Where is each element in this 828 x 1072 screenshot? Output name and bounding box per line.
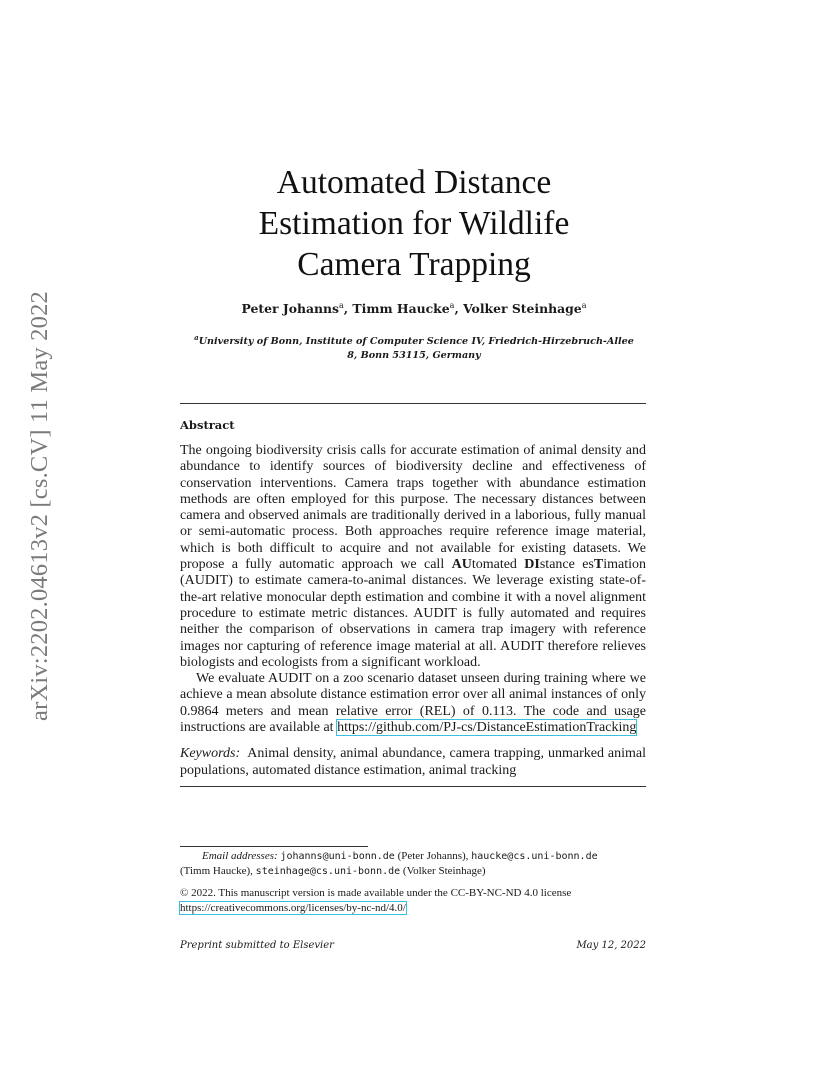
keywords-text: Animal density, animal abundance, camera trapping, unmarked animal populations, automated distance estimation, animal tracking — [180, 746, 646, 778]
acronym-letter: AU — [451, 557, 472, 573]
abstract-heading: Abstract — [180, 418, 235, 432]
preprint-date: May 12, 2022 — [576, 940, 646, 951]
email-owner: (Volker Steinhage) — [402, 865, 486, 877]
code-repository-link[interactable]: https://github.com/PJ-cs/DistanceEstimationTracking — [337, 720, 637, 736]
author-list — [180, 301, 648, 316]
author-separator: , — [454, 301, 464, 317]
title-line: Estimation for Wildlife — [258, 205, 570, 242]
arxiv-identifier — [16, 278, 64, 733]
title-line: Automated Distance — [276, 164, 552, 201]
affiliation-mark: a — [194, 333, 199, 342]
email-address[interactable]: johanns@uni-bonn.de — [280, 851, 395, 862]
acronym-rest: stance es — [539, 557, 594, 573]
author-affil-mark: a — [339, 301, 344, 310]
title-line: Camera Trapping — [297, 246, 531, 283]
paper-title — [180, 162, 648, 285]
license-text: © 2022. This manuscript version is made available under the CC-BY-NC-ND 4.0 license — [180, 887, 572, 899]
author-name: Volker Steinhage — [463, 301, 582, 317]
abstract-paragraph — [180, 443, 646, 671]
author-separator: , — [343, 301, 353, 317]
author-name: Peter Johanns — [241, 301, 339, 317]
abstract-text: (AUDIT) to estimate camera-to-animal distances. We leverage existing state-of-the-art relative monocular depth estimation and combine it with a novel alignment procedure to estimate metric distances. AUDIT is fully automated and requires neither the comparison of observations in camera trap imagery with reference images nor capturing of reference image material at all. AUDIT therefore relieves biologists and ecologists from a significant workload. — [180, 573, 646, 670]
author-affil-mark: a — [581, 301, 587, 310]
abstract-top-rule — [180, 403, 646, 404]
email-address[interactable]: haucke@cs.uni-bonn.de — [471, 851, 598, 862]
footnote-label: Email addresses: — [202, 850, 278, 862]
affiliation — [180, 331, 648, 363]
footnote-rule — [180, 846, 368, 847]
abstract-text: We evaluate AUDIT on a zoo scenario dataset unseen during training where we achieve a mean absolute distance estimation error over all animal instances of only 0.9864 meters and mean relative error (REL) of 0.113. The code and usage instructions are available at — [180, 671, 646, 736]
affiliation-line: University of Bonn, Institute of Computer Science IV, Friedrich-Hirzebruch-Allee — [198, 336, 634, 348]
author-affil-mark: a — [449, 301, 455, 310]
abstract-body — [180, 443, 646, 779]
email-owner: (Timm Haucke), — [180, 865, 253, 877]
keywords-label: Keywords: — [180, 746, 241, 762]
email-address[interactable]: steinhage@cs.uni-bonn.de — [255, 866, 401, 877]
abstract-paragraph — [180, 671, 646, 736]
preprint-note: Preprint submitted to Elsevier — [180, 940, 334, 951]
affiliation-line: 8, Bonn 53115, Germany — [347, 350, 481, 362]
license-note — [180, 886, 646, 916]
abstract-bottom-rule — [180, 786, 646, 787]
email-footnote — [180, 849, 646, 879]
acronym-rest: tomated — [471, 557, 525, 573]
keywords — [180, 746, 646, 779]
author-name: Timm Haucke — [352, 301, 450, 317]
abstract-text: The ongoing biodiversity crisis calls for accurate estimation of animal density and abundance to identify sources of biodiversity decline and effectiveness of conservation interventions. Camera traps together with abundance estimation methods are often employed for this purpose. The necessary distances between camera and observed animals are traditionally derived in a laborious, fully manual or semi-automatic process. Both approaches require reference image material, which is both difficult to acquire and not available for existing datasets. We propose a fully automatic approach we call — [180, 443, 646, 573]
acronym-letter: T — [593, 557, 604, 573]
arxiv-id-text: arXiv:2202.04613v2 [cs.CV] 11 May 2022 — [26, 290, 54, 721]
acronym-letter: DI — [524, 557, 540, 573]
license-link[interactable]: https://creativecommons.org/licenses/by-nc-nd/4.0/ — [180, 902, 406, 914]
email-owner: (Peter Johanns), — [397, 850, 469, 862]
acronym-rest: imation — [603, 557, 646, 573]
